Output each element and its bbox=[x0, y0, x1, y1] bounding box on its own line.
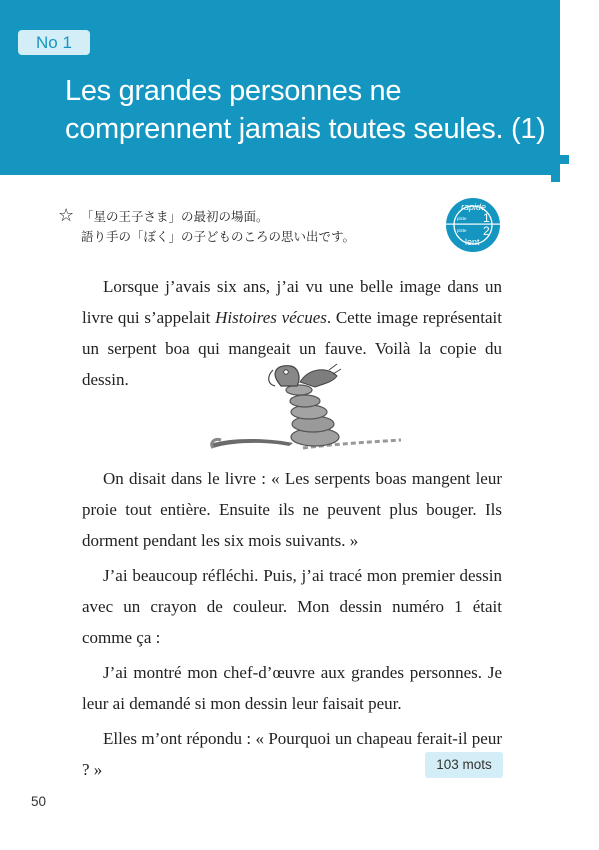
word-count-badge: 103 mots bbox=[425, 752, 503, 778]
corner-decoration-square bbox=[551, 173, 560, 182]
boa-eye bbox=[284, 370, 288, 374]
cd-disc-icon[interactable] bbox=[444, 196, 502, 254]
fast-track-number: 1 bbox=[483, 211, 490, 225]
slow-piste-label: piste bbox=[457, 228, 467, 233]
paragraph-1-start: Lorsque j’avais six ans, j’ai vu une belle image dans un livre qui s’appelait bbox=[82, 277, 502, 327]
fast-speed-label: rapide bbox=[461, 202, 487, 212]
boa-constrictor-drawing bbox=[205, 360, 410, 465]
chapter-title-line-2: comprennent jamais toutes seules. (1) bbox=[65, 113, 546, 145]
chapter-title-line-1: Les grandes personnes ne bbox=[65, 75, 402, 107]
text-block-after-image bbox=[82, 463, 502, 785]
star-outline-icon: ☆ bbox=[58, 205, 75, 226]
slow-track-number: 2 bbox=[483, 224, 490, 238]
intro-note bbox=[58, 205, 431, 247]
boa-jaw bbox=[269, 370, 275, 386]
paragraph-4: J’ai montré mon chef-d’œuvre aux grandes personnes. Je leur ai demandé si mon dessin leur faisait peur. bbox=[82, 663, 502, 713]
paragraph-1-end: . Cette image représentait un serpent boa qui mangeait un fauve. Voilà la copie du dessin. bbox=[82, 308, 502, 389]
paragraph-2: On disait dans le livre : « Les serpents boas mangent leur proie tout entière. Ensuite ils ne peuvent plus bouger. Ils dorment pendant les six mois suivants. » bbox=[82, 469, 502, 550]
fast-piste-label: piste bbox=[457, 216, 467, 221]
intro-line-1: 「星の王子さま」の最初の場面。 bbox=[81, 209, 269, 224]
boa-tail bbox=[210, 439, 293, 448]
boa-coil bbox=[290, 395, 320, 407]
intro-line-2: 語り手の「ぼく」の子どものころの思い出です。 bbox=[81, 229, 356, 244]
paragraph-5: Elles m’ont répondu : « Pourquoi un chapeau ferait-il peur ? » bbox=[82, 729, 502, 779]
fauve-animal bbox=[300, 370, 337, 387]
cd-disc-divider bbox=[446, 224, 500, 225]
page-number: 50 bbox=[31, 794, 47, 809]
corner-decoration-square bbox=[560, 155, 569, 164]
book-title-italic: Histoires vécues bbox=[215, 308, 327, 327]
slow-speed-label: lent bbox=[465, 237, 480, 247]
chapter-header bbox=[0, 0, 560, 175]
corner-decoration-square bbox=[542, 164, 551, 173]
boa-head bbox=[275, 366, 299, 386]
paragraph-3: J’ai beaucoup réfléchi. Puis, j’ai tracé mon premier dessin avec un crayon de couleur. Mon dessin numéro 1 était comme ça : bbox=[82, 566, 502, 647]
chapter-number-tag: No 1 bbox=[18, 30, 90, 55]
chapter-title bbox=[65, 72, 545, 148]
